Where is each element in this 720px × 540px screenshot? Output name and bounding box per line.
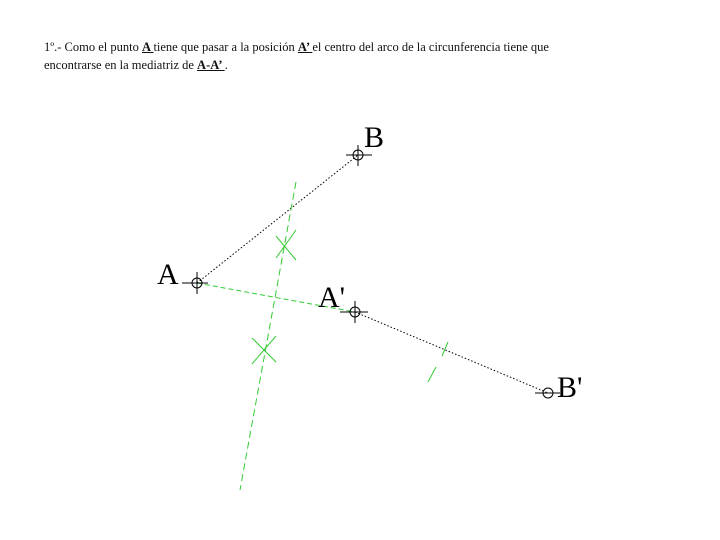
bisector-arc-marks-upper	[276, 230, 296, 260]
perpendicular-bisector	[240, 182, 296, 490]
label-b-prime: B'	[557, 371, 583, 404]
point-a-marker	[182, 272, 208, 294]
label-b: B	[364, 121, 385, 154]
caption-segment-aa: A-A’	[197, 58, 225, 72]
b-prime-arc-marks	[428, 342, 448, 382]
caption-line-2: encontrarse en la mediatriz de	[44, 58, 198, 72]
caption-point-a: A	[141, 40, 154, 54]
segment-a-b	[197, 155, 358, 283]
caption-point-a-prime: A’	[297, 40, 313, 54]
segment-a-prime-b-prime	[355, 312, 548, 393]
caption-end: .	[224, 58, 228, 72]
label-a-prime: A'	[318, 281, 346, 314]
caption-text-1: 1º.- Como el punto	[44, 40, 142, 54]
label-a: A	[157, 258, 179, 291]
caption-text-2: tiene que pasar a la posición	[153, 40, 298, 54]
caption-text-3: el centro del arco de la circunferencia tiene que	[312, 40, 549, 54]
